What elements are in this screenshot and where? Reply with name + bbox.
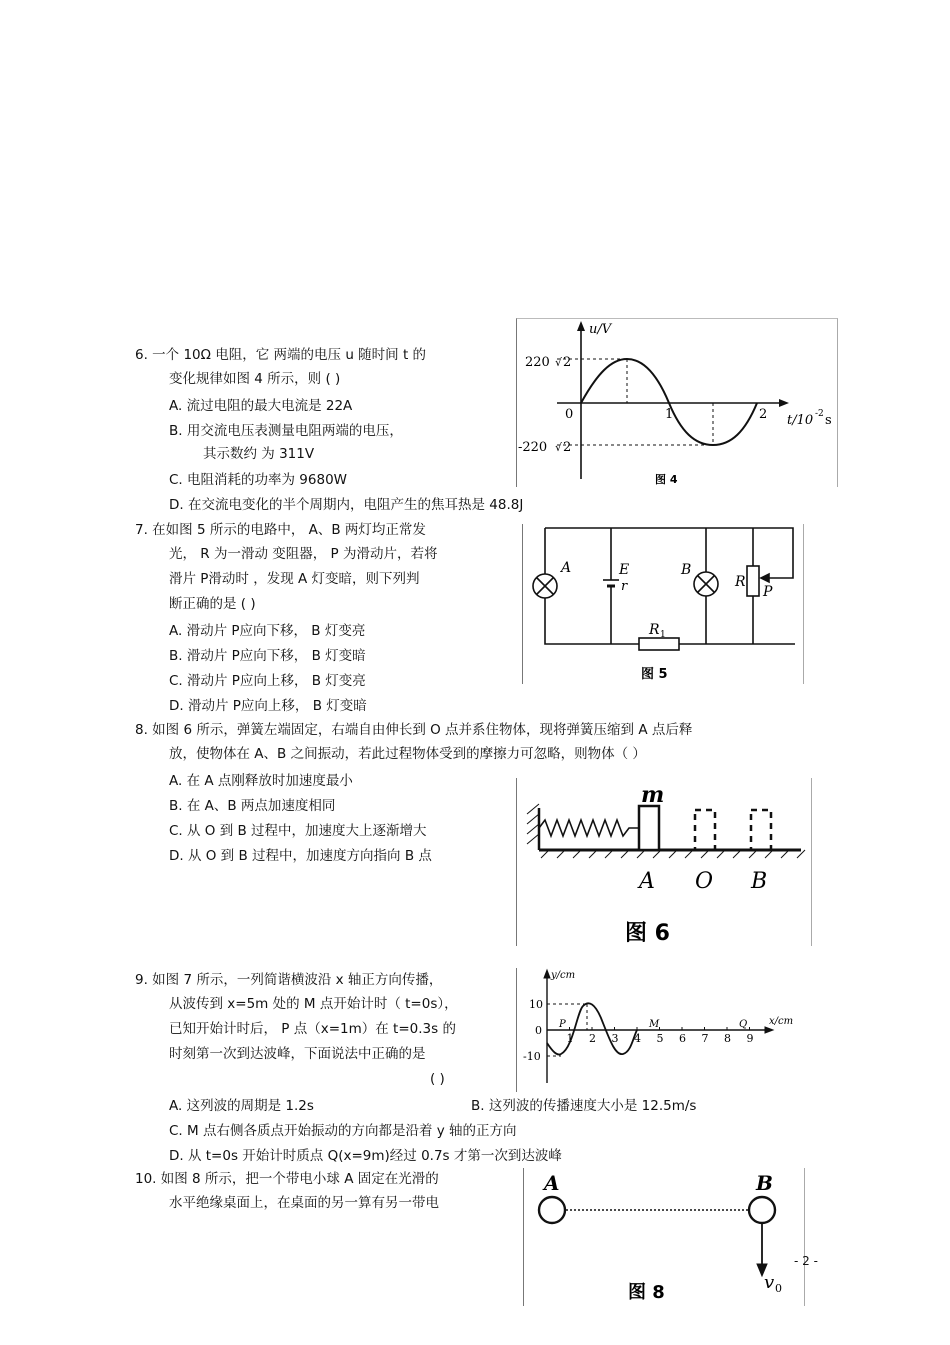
q6-fig-ymax-sqrt: 2 (563, 355, 572, 370)
q9-option-a: A. 这列波的周期是 1.2s (169, 1098, 314, 1114)
q8-stem-line1: 8. 如图 6 所示，弹簧左端固定，右端自由伸长到 O 点并系住物体，现将弹簧压缩到 A 点后释 (135, 722, 693, 738)
q8-fig-mass: m (641, 782, 665, 808)
q9-fig-tick-label: 4 (634, 1032, 641, 1045)
figure-5-circuit (522, 524, 804, 684)
q7-fig-caption: 图 5 (641, 667, 668, 682)
q7-fig-slider: P (763, 584, 773, 600)
q9-fig-point-p: P (559, 1019, 566, 1030)
q9-fig-point-m: M (649, 1019, 660, 1030)
q9-fig-tick-label: 3 (611, 1032, 619, 1045)
figure-4-voltage-graph (516, 318, 838, 487)
q6-stem-line2: 变化规律如图 4 所示，则 ( ) (169, 371, 341, 387)
q6-fig-xexp: -2 (815, 409, 824, 419)
q7-option-a: A. 滑动片 P应向下移， B 灯变亮 (169, 623, 366, 639)
q6-option-c: C. 电阻消耗的功率为 9680W (169, 472, 348, 488)
q8-option-c: C. 从 O 到 B 过程中，加速度大上逐渐增大 (169, 823, 427, 839)
q8-option-d: D. 从 O 到 B 过程中，加速度方向指向 B 点 (169, 848, 432, 864)
q9-stem-line4: 时刻第一次到达波峰，下面说法中正确的是 (169, 1046, 426, 1062)
q9-fig-tick-label: 2 (589, 1032, 596, 1045)
q9-fig-tick-label: 7 (701, 1032, 709, 1045)
q7-fig-rheostat: R (735, 574, 746, 590)
q9-fig-tick-label: 6 (679, 1032, 686, 1045)
page-number: - 2 - (794, 1254, 818, 1268)
q6-option-a: A. 流过电阻的最大电流是 22A (169, 398, 353, 414)
q9-option-c: C. M 点右侧各质点开始振动的方向都是沿着 y 轴的正方向 (169, 1123, 517, 1139)
q9-fig-tick-label: 8 (724, 1032, 731, 1045)
q9-fig-tick-label: 9 (746, 1032, 754, 1045)
q9-stem-line3: 已知开始计时后， P 点（x=1m）在 t=0.3s 的 (169, 1021, 456, 1037)
figure-8-charged-balls (523, 1168, 805, 1306)
q7-stem-line1: 7. 在如图 5 所示的电路中， A、B 两灯均正常发 (135, 522, 426, 538)
figure-7-wave-graph (516, 968, 801, 1092)
q6-fig-xunit: s (825, 413, 832, 428)
q8-option-a: A. 在 A 点刚释放时加速度最小 (169, 773, 353, 789)
q9-fig-origin: 0 (535, 1024, 542, 1037)
q10-stem-line2: 水平绝缘桌面上，在桌面的另一算有另一带电 (169, 1195, 439, 1211)
q7-fig-r1: R (649, 622, 660, 638)
q7-stem-line3: 滑片 P滑动时 ，发现 A 灯变暗，则下列判 (169, 571, 420, 587)
q6-fig-t1: 1 (665, 407, 674, 422)
q8-fig-point-o: O (695, 869, 714, 894)
q9-stem-line2: 从波传到 x=5m 处的 M 点开始计时（ t=0s）， (169, 996, 458, 1012)
svg-text:√: √ (555, 441, 563, 454)
q7-fig-lamp-a: A (561, 560, 572, 576)
q6-fig-ymin-sqrt: 2 (563, 440, 572, 455)
q10-stem-line1: 10. 如图 8 所示，把一个带电小球 A 固定在光滑的 (135, 1171, 439, 1187)
q9-stem-line1: 9. 如图 7 所示，一列简谐横波沿 x 轴正方向传播， (135, 972, 443, 988)
q9-option-d: D. 从 t=0s 开始计时质点 Q(x=9m)经过 0.7s 才第一次到达波峰 (169, 1148, 562, 1164)
svg-text:√: √ (555, 356, 563, 369)
q10-fig-ball-b: B (756, 1171, 773, 1195)
q9-option-b: B. 这列波的传播速度大小是 12.5m/s (471, 1098, 697, 1114)
q9-fig-ymin: -10 (523, 1050, 541, 1063)
q8-option-b: B. 在 A、B 两点加速度相同 (169, 798, 336, 814)
q10-fig-ball-a: A (544, 1171, 560, 1195)
q8-stem-line2: 放，使物体在 A、B 之间振动，若此过程物体受到的摩擦力可忽略，则物体（ ） (169, 746, 646, 762)
q6-fig-t2: 2 (759, 407, 768, 422)
q9-fig-ymax: 10 (529, 998, 543, 1011)
q7-fig-emf: E (619, 562, 630, 578)
q7-fig-r1-sub: 1 (660, 630, 666, 640)
q7-option-d: D. 滑动片 P应向上移， B 灯变暗 (169, 698, 367, 714)
q9-fig-tick-label: 1 (566, 1032, 574, 1045)
q7-fig-lamp-b: B (681, 562, 692, 578)
q6-fig-origin: 0 (565, 407, 574, 422)
q9-fig-ylabel: y/cm (551, 970, 576, 981)
q9-stem-paren: ( ) (430, 1071, 445, 1087)
q10-fig-velocity: v (764, 1272, 775, 1293)
q6-fig-caption: 图 4 (655, 473, 678, 486)
q6-fig-ymax: 220 (525, 355, 550, 370)
q8-fig-point-a: A (639, 869, 655, 894)
q7-stem-line4: 断正确的是 ( ) (169, 596, 256, 612)
q6-option-d: D. 在交流电变化的半个周期内，电阻产生的焦耳热是 48.8J (169, 497, 524, 513)
q7-fig-internal-r: r (621, 579, 628, 594)
q6-stem-line1: 6. 一个 10Ω 电阻，它 两端的电压 u 随时间 t 的 (135, 347, 427, 363)
q6-fig-xlabel: t/10 (787, 413, 814, 428)
q10-fig-caption: 图 8 (628, 1282, 665, 1303)
q7-option-b: B. 滑动片 P应向下移， B 灯变暗 (169, 648, 366, 664)
figure-6-spring-oscillator (516, 778, 812, 946)
q9-fig-tick-label: 5 (656, 1032, 664, 1045)
q6-fig-ylabel: u/V (589, 322, 612, 337)
q6-option-b-line2: 其示数约 为 311V (203, 446, 315, 462)
q8-fig-caption: 图 6 (625, 921, 670, 946)
q10-fig-velocity-sub: 0 (775, 1282, 782, 1295)
q9-fig-point-q: Q (739, 1019, 748, 1030)
q6-option-b-line1: B. 用交流电压表测量电阻两端的电压， (169, 423, 403, 439)
q6-fig-ymin: -220 (518, 440, 548, 455)
q7-option-c: C. 滑动片 P应向上移， B 灯变亮 (169, 673, 366, 689)
q7-stem-line2: 光， R 为一滑动 变阻器， P 为滑动片，若将 (169, 546, 438, 562)
q8-fig-point-b: B (751, 869, 768, 894)
q9-fig-xlabel: x/cm (769, 1016, 794, 1027)
